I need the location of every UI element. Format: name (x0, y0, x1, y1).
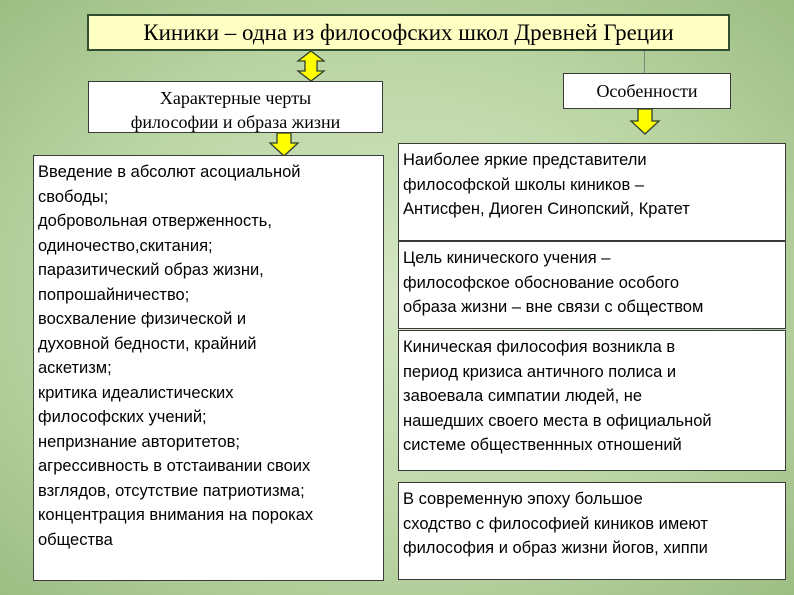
box-text-line: В современную эпоху большое (403, 490, 643, 508)
feature-line: общества (38, 530, 113, 549)
feature-line: Введение в абсолют асоциальной (38, 163, 301, 181)
features-list-box (33, 155, 384, 581)
box-text-line: сходство с философией киников имеют (403, 514, 708, 533)
box-text-line: Наиболее яркие представители (403, 151, 647, 169)
feature-line: философских учений; (38, 408, 207, 426)
box-text-line: философия и образ жизни йогов, хиппи (403, 539, 708, 557)
box-text-line: образа жизни – вне связи с обществом (403, 298, 704, 316)
osobennosti-header: Особенности (563, 73, 731, 109)
feature-line: добровольная отверженность, (38, 212, 272, 230)
box-text-line: Антисфен, Диоген Синопский, Кратет (403, 200, 690, 218)
down-arrow-icon (268, 133, 300, 157)
features-header (88, 81, 383, 133)
title-connector-line (644, 51, 645, 73)
teaching-goal-box (398, 241, 786, 329)
box-text-line: период кризиса античного полиса и (403, 362, 677, 381)
feature-line: духовной бедности, крайний (38, 334, 257, 353)
box-text-line: Цель кинического учения – (403, 249, 611, 267)
box-text-line: системе общественнных отношений (403, 436, 682, 454)
feature-line: одиночество,скитания; (38, 236, 213, 255)
down-arrow-icon (629, 109, 661, 135)
feature-line: восхваление физической и (38, 310, 247, 328)
features-header-line2: философии и образа жизни (130, 112, 341, 132)
feature-line: аскетизм; (38, 359, 112, 377)
double-arrow-icon (296, 50, 326, 82)
diagram-title: Киники – одна из философских школ Древней Греции (87, 14, 730, 51)
feature-line: свободы; (38, 187, 109, 206)
modern-similarity-box (398, 482, 786, 580)
box-text-line: философское обоснование особого (403, 273, 679, 292)
feature-line: взглядов, отсутствие патриотизма; (38, 481, 305, 500)
feature-line: агрессивность в отстаивании своих (38, 457, 311, 475)
box-text-line: завоевала симпатии людей, не (403, 387, 643, 405)
feature-line: попрошайничество; (38, 285, 190, 304)
box-text-line: нашедших своего места в официальной (403, 411, 712, 430)
feature-line: паразитический образ жизни, (38, 261, 264, 279)
features-header-line1: Характерные черты (159, 88, 312, 108)
origin-box (398, 330, 786, 471)
feature-line: непризнание авторитетов; (38, 432, 240, 451)
feature-line: критика идеалистических (38, 383, 234, 402)
box-text-line: Киническая философия возникла в (403, 338, 676, 356)
box-text-line: философской школы киников – (403, 175, 644, 194)
feature-line: концентрация внимания на пороках (38, 506, 314, 524)
representatives-box (398, 143, 786, 241)
